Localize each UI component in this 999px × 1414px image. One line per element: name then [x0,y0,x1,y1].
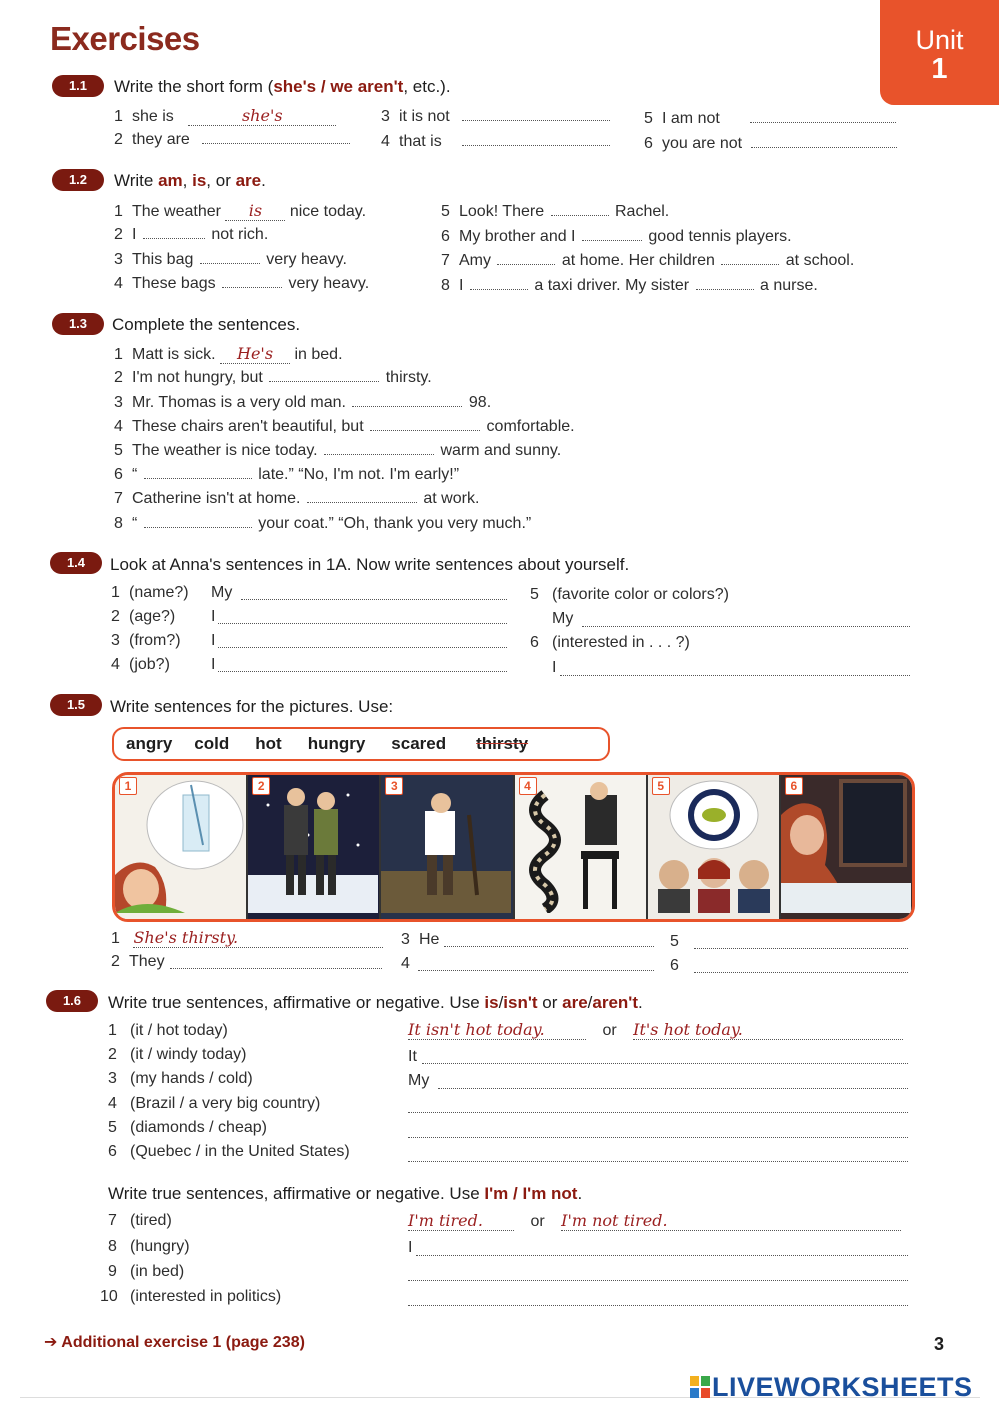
answer-field[interactable] [144,515,252,528]
list-item: 2 I not rich. [114,226,269,243]
answer-start: I [552,659,557,676]
answer-field[interactable] [269,369,379,382]
list-item: 5 (diamonds / cheap) [108,1119,267,1136]
list-item: 6 My brother and I good tennis players. [441,228,792,245]
unit-label: Unit [915,25,964,55]
list-item: 2 I'm not hungry, but thirsty. [114,369,432,386]
list-item: 5 Look! There Rachel. [441,203,670,220]
list-item: 7 (tired) [108,1212,172,1229]
list-item: 3 (my hands / cold) [108,1070,253,1087]
list-item: 2 (age?) I [111,608,216,625]
answer-line[interactable] [416,1254,908,1256]
answer-field[interactable] [462,108,610,121]
liveworksheets-icon [690,1374,710,1396]
answer-line[interactable] [408,1304,908,1306]
answer-line[interactable] [418,969,654,971]
list-item: 4 (Brazil / a very big country) [108,1095,321,1112]
answer-field[interactable] [222,275,282,288]
answer-field[interactable] [144,466,252,479]
answer-field[interactable] [470,277,528,290]
answer-field[interactable] [551,203,609,216]
picture-hungry: 5 [648,775,781,919]
exercise-heading: Write am, is, or are. [114,171,266,190]
word-box [112,727,610,761]
list-item: 8 (hungry) [108,1238,190,1255]
answer-field[interactable] [200,251,260,264]
picture-angry: 6 [781,775,912,919]
exercise-heading: Write sentences for the pictures. Use: [110,697,394,716]
picture-cold: 2 [248,775,381,919]
exercise-badge: 1.2 [52,169,104,191]
page-number: 3 [934,1334,945,1354]
exercise-heading: Write the short form (she's / we aren't, etc.). [114,77,451,96]
answer-line[interactable] [408,1111,908,1113]
list-item: 6 you are not [644,135,899,153]
answer-row: I'm tired. or I'm not tired. [408,1211,901,1231]
answer-row: It isn't hot today. or It's hot today. [408,1020,903,1040]
answer-field[interactable] [352,394,462,407]
answer-line[interactable] [422,1062,908,1064]
picture-scared: 4 [515,775,648,919]
list-item: 3 (from?) I [111,632,216,649]
list-item: 4 [401,955,410,972]
word-thirsty: thirsty [476,734,529,753]
list-item: 6 [670,957,679,974]
exercise-heading: Complete the sentences. [112,315,301,334]
answer-line[interactable] [408,1136,908,1138]
answer-field[interactable]: I'm not tired. [561,1211,901,1231]
list-item: 8 “ your coat.” “Oh, thank you very much.” [114,515,532,532]
answer-line[interactable] [694,971,908,973]
list-item: 6 (interested in . . . ?) [530,634,690,651]
answer-start: It [408,1048,417,1065]
word-hot: hot [255,734,282,753]
answer-line[interactable] [408,1160,908,1162]
list-item: 5 [670,933,679,950]
answer-start: My [552,610,574,627]
word-scared: scared [391,734,447,753]
answer-field[interactable] [370,418,480,431]
list-item: 4 that is [381,133,612,151]
answer-field[interactable] [497,252,555,265]
list-item: 5 The weather is nice today. warm and sunny. [114,442,562,459]
word-hungry: hungry [307,734,366,753]
answer-line[interactable] [170,967,382,969]
list-item: 5 (favorite color or colors?) [530,586,729,603]
list-item: 1 (it / hot today) [108,1022,228,1039]
picture-strip [112,772,915,922]
list-item: 1 She's thirsty. [111,928,383,948]
answer-line[interactable] [218,622,507,624]
answer-field[interactable] [751,135,897,148]
answer-field[interactable] [750,110,896,123]
list-item: 6 (Quebec / in the United States) [108,1143,350,1160]
answer-field[interactable]: It's hot today. [633,1020,903,1040]
list-item: 3 He [401,931,440,948]
answer-start: My [408,1072,430,1089]
answer-field[interactable]: she's [188,106,336,126]
answer-field[interactable] [462,133,610,146]
answer-field[interactable]: He's [220,344,290,364]
answer-line[interactable] [408,1279,908,1281]
list-item: 3 Mr. Thomas is a very old man. 98. [114,394,492,411]
word-cold: cold [194,734,230,753]
list-item: 7 Catherine isn't at home. at work. [114,490,480,507]
answer-field[interactable] [696,277,754,290]
liveworksheets-logo: LIVEWORKSHEETS [690,1372,973,1403]
list-item: 1 she is she's [114,106,336,126]
picture-thirsty: 1 [115,775,248,919]
list-item: 2 They [111,953,165,970]
list-item: 6 “ late.” “No, I'm not. I'm early!” [114,466,460,483]
answer-field[interactable] [721,252,779,265]
list-item: 1 (name?) My [111,584,233,601]
answer-line[interactable] [241,598,507,600]
answer-field[interactable] [307,490,417,503]
exercise-heading: Write true sentences, affirmative or negative. Use is/isn't or are/aren't. [108,993,643,1012]
answer-field[interactable]: I'm tired. [408,1211,514,1231]
list-item: 4 (job?) I [111,656,216,673]
list-item: 10 (interested in politics) [100,1288,282,1305]
exercise-badge: 1.5 [50,694,102,716]
exercise-badge: 1.1 [52,75,104,97]
unit-number: 1 [931,53,948,85]
answer-start: I [408,1239,413,1256]
list-item: 5 I am not [644,110,898,128]
exercise-heading: Look at Anna's sentences in 1A. Now write sentences about yourself. [110,555,630,574]
answer-line[interactable] [694,947,908,949]
list-item: 7 Amy at home. Her children at school. [441,252,855,269]
word-angry: angry [126,734,173,753]
list-item: 1 The weather is nice today. [114,201,367,220]
list-item: 8 I a taxi driver. My sister a nurse. [441,277,818,294]
list-item: 2 (it / windy today) [108,1046,247,1063]
answer-field[interactable]: It isn't hot today. [408,1020,586,1040]
picture-hot: 3 [381,775,514,919]
exercise-badge: 1.3 [52,313,104,335]
list-item: 4 These chairs aren't beautiful, but comfortable. [114,418,575,435]
answer-field[interactable]: is [225,201,285,221]
answer-field[interactable] [324,442,434,455]
list-item: 3 it is not [381,108,612,126]
sub-heading: Write true sentences, affirmative or negative. Use I'm / I'm not. [108,1184,583,1203]
list-item: 2 they are [114,131,352,149]
list-item: 1 Matt is sick. He's in bed. [114,344,343,363]
answer-line[interactable] [438,1087,908,1089]
page-title: Exercises [50,20,200,57]
answer-field[interactable] [582,228,642,241]
unit-tab [880,0,999,105]
answer-line[interactable] [218,646,507,648]
list-item: 9 (in bed) [108,1263,185,1280]
exercise-badge: 1.4 [50,552,102,574]
answer-field[interactable] [143,226,205,239]
list-item: 4 These bags very heavy. [114,275,370,292]
list-item: 3 This bag very heavy. [114,251,347,268]
answer-line[interactable] [218,670,507,672]
answer-field[interactable] [202,131,350,144]
exercise-badge: 1.6 [46,990,98,1012]
answer-line[interactable] [444,945,654,947]
arrow-right-icon: ➔ [44,1334,58,1351]
answer-line[interactable] [582,625,910,627]
answer-field[interactable]: She's thirsty. [133,928,383,948]
answer-line[interactable] [560,674,910,676]
additional-exercise-link[interactable]: ➔ Additional exercise 1 (page 238) [44,1334,305,1351]
